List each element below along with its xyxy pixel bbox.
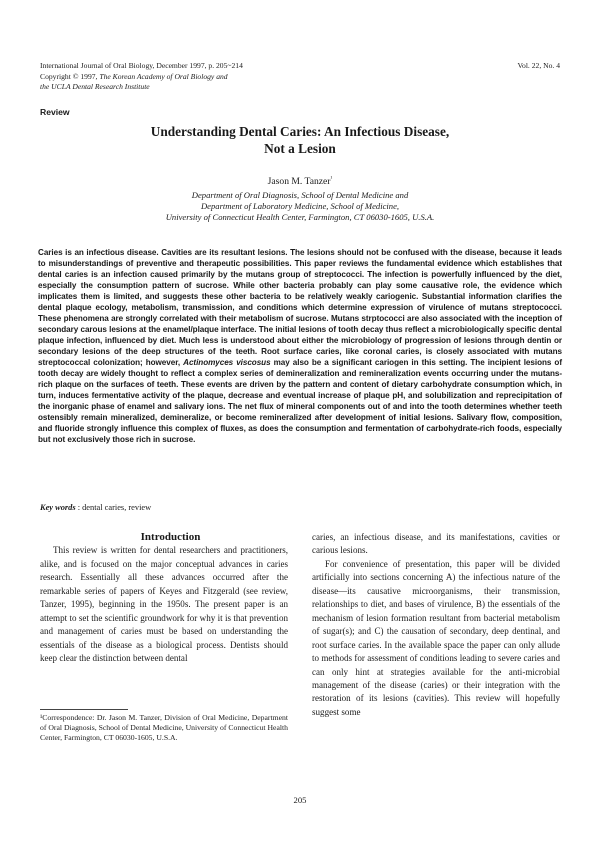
keywords-label: Key words bbox=[40, 503, 76, 512]
abstract-text-part-2: may also be a significant cariogen in this setting. The incipient lesions of tooth decay are widely thought to reflect a complex series of demineralization and remineralization events occurring under the mutans-rich plaque on the surfaces of teeth. These events are driven by the pattern and content of dietary carbohydrate consumption which, in turn, induces fermentative activity of the plaque, decrease and eventual increase of plaque pH, and solubilization and reprecipitation of the inorganic phase of enamel and salivary ions. The net flux of mineral components out of and into the tooth determines whether teeth ostensibly remain mineralized, demineralize, or become remineralized after development of initial lesions. Salivary flow, composition, and fluoride strongly influence this complex of fluxes, as does the consumption and fermentation of carbohydrate-rich foods, especially but not exclusively those rich in sucrose. bbox=[38, 358, 562, 445]
abstract-organism-name: Actinomyces viscosus bbox=[183, 358, 271, 368]
copyright-prefix: Copyright © 1997, bbox=[40, 71, 100, 81]
intro-paragraph-2: For convenience of presentation, this paper will be divided artificially into sections concerning A) the infectious nature of the disease—its causative microorganisms, their transmission, relationships to diet, and bases of virulence, B) the essentials of the mechanism of lesion formation resultant from bacterial metabolism of sugar(s); and C) the causation of secondary, deep dentinal, and root surface caries. In the available space the paper can only allude to methods for assessment of conditions leading to severe caries and can only hint at strategies available for the anti-microbial management of the disease (caries) or their integration with the restoration of its lesions (cavities). This review will hopefully suggest some bbox=[312, 558, 560, 717]
abstract-text-part-1: Caries is an infectious disease. Cavities are its resultant lesions. The lesions should not be confused with the disease, because it leads to misunderstandings of preventive and therapeutic possibilities. This paper reviews the fundamental evidence which establishes that dental caries is an infection caused primarily by the mutans group of streptococci. The infection is powerfully influenced by the diet, especially the consumption pattern of sucrose. While other bacteria probably can play some causative role, the evidence which implicates them is limited, and suggests these other bacteria to be relatively weakly cariogenic. Substantial information clarifies the dental plaque ecology, metabolism, transmission, and conditions which determine expression of virulence of mutans streptococci. These phenomena are strongly correlated with their metabolism of sucrose. Mutans strptococci are also associated with the inception of secondary carous lesions at the enamel/plaque interface. The initial lesions of tooth decay thus reflect a microbiologically specific dental plaque infection, influenced by diet. Much less is understood about either the microbiology of progression of lesions through dentin or secondary lesions of the deep structures of the teeth. Root surface caries, like coronal caries, is closely associated with mutans streptococcal colonization; however, bbox=[38, 248, 562, 368]
volume-issue: Vol. 22, No. 4 bbox=[517, 61, 560, 70]
page-number: 205 bbox=[293, 795, 307, 805]
article-title bbox=[60, 123, 540, 157]
copyright-line bbox=[40, 72, 420, 83]
footnote-rule bbox=[40, 709, 128, 710]
affiliation-line-2: Department of Laboratory Medicine, School of Medicine, bbox=[200, 201, 400, 211]
institute-line: the UCLA Dental Research Institute bbox=[40, 82, 150, 91]
section-label: Review bbox=[40, 107, 70, 117]
title-line-2: Not a Lesion bbox=[264, 141, 336, 156]
author-name bbox=[60, 176, 540, 187]
author-footnote-mark: ¹ bbox=[330, 176, 333, 182]
correspondence-footnote: ¹Correspondence: Dr. Jason M. Tanzer, Division of Oral Medicine, Department of Oral Diagnosis, School of Dental Medicine, University of Connecticut Health Center, Farmington, CT 06030-1605, U.S.A. bbox=[40, 713, 288, 742]
affiliation bbox=[60, 190, 540, 223]
introduction-heading: Introduction bbox=[140, 531, 201, 543]
abstract bbox=[38, 247, 562, 445]
running-header bbox=[40, 61, 420, 93]
copyright-holder: The Korean Academy of Oral Biology and bbox=[99, 71, 228, 81]
keywords bbox=[40, 503, 151, 512]
affiliation-line-1: Department of Oral Diagnosis, School of Dental Medicine and bbox=[191, 190, 409, 200]
journal-citation: International Journal of Oral Biology, December 1997, p. 205~214 bbox=[40, 61, 243, 70]
affiliation-line-3: University of Connecticut Health Center, Farmington, CT 06030-1605, U.S.A. bbox=[165, 212, 435, 222]
intro-paragraph-1-continued: caries, an infectious disease, and its manifestations, cavities or carious lesions. bbox=[312, 532, 560, 556]
author-name-text: Jason M. Tanzer bbox=[267, 176, 331, 188]
intro-paragraph-1: This review is written for dental researchers and practitioners, alike, and is focused on the major conceptual advances in caries research. Essentially all these advances occurred after the remarkable series of papers of Keyes and Fitzgerald (see review, Tanzer, 1995), beginning in the 1950s. The present paper is an attempt to set the scientific groundwork for why it is that prevention and management of caries must be based on understanding the essentials of the disease as a biological process. Dentists should keep clear the distinction between dental bbox=[40, 545, 288, 664]
title-line-1: Understanding Dental Caries: An Infectious Disease, bbox=[150, 124, 450, 139]
right-column bbox=[312, 531, 560, 719]
keywords-value: : dental caries, review bbox=[75, 503, 152, 512]
left-column bbox=[40, 531, 288, 666]
